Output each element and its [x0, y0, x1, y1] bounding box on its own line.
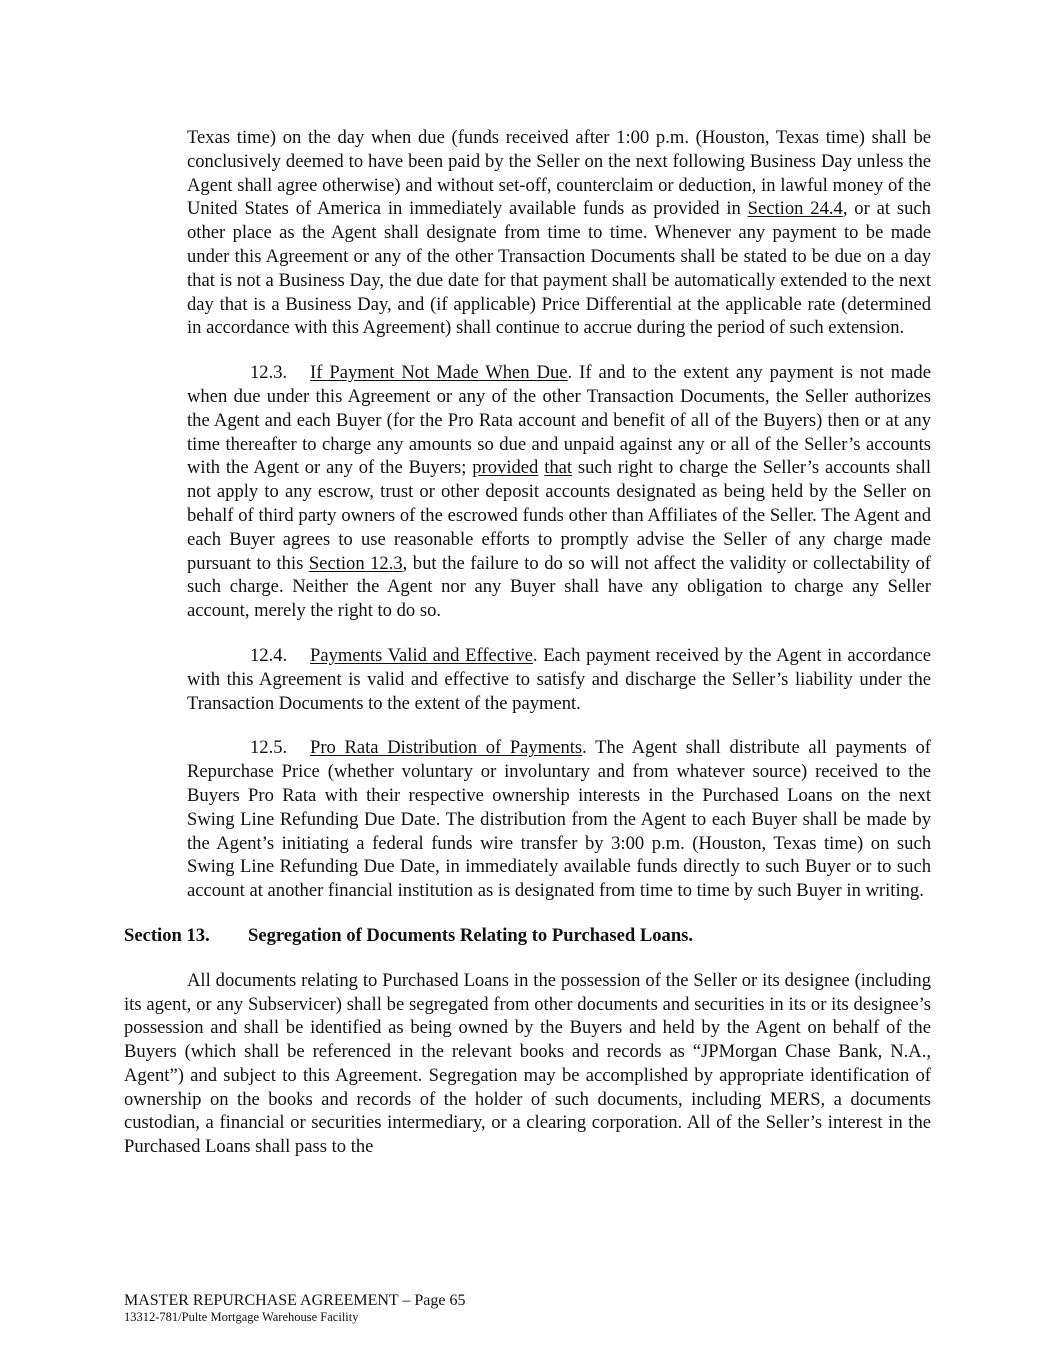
section-13-body: All documents relating to Purchased Loans in the possession of the Seller or its designee (including its agent, or any Subservicer) shall be segregated from other documents and securities in its or its designee’s possession and shall be identified as being owned by the Buyers and held by the Agent on behalf of the Buyers (which shall be referenced in the relevant books and records as “JPMorgan Chase Bank, N.A., Agent”) and subject to this Agreement. Segregation may be accomplished by appropriate identification of ownership on the books and records of the holder of such documents, including MERS, a documents custodian, a financial or securities intermediary, or a clearing corporation. All of the Seller’s interest in the Purchased Loans shall pass to the: [124, 969, 931, 1158]
paragraph-number: 12.4.: [250, 644, 288, 666]
paragraph-text: , but the failure to do so will not affect the validity or collectability of such charge. Neither the Agent nor any Buyer shall have any obligation to charge any Seller account, merely the right to do so.: [187, 552, 931, 622]
paragraph-text: , or at such other place as the Agent shall designate from time to time. Whenever any payment to be made under this Agreement or any of the other Transaction Documents shall be stated to be due on a day that is not a Business Day, the due date for that payment shall be automatically extended to the next day that is a Business Day, and (if applicable) Price Differential at the applicable rate (determined in accordance with this Agreement) shall continue to accrue during the period of such extension.: [187, 198, 931, 339]
underlined-reference: Section 24.4: [747, 198, 843, 220]
section-title: Segregation of Documents Relating to Purchased Loans.: [248, 924, 694, 946]
document-page: [124, 126, 931, 1180]
underlined-reference: Payments Valid and Effective: [310, 644, 533, 666]
page-footer: [124, 1261, 1055, 1325]
paragraph-12-3: [187, 361, 931, 623]
section-number: Section 13.: [124, 924, 210, 946]
footer-doc-id: 13312-781/Pulte Mortgage Warehouse Facility: [124, 1310, 359, 1324]
underlined-reference: Section 12.3: [308, 552, 403, 574]
section-12-paragraphs: [124, 126, 931, 903]
paragraph-12-5: [187, 736, 931, 903]
paragraph-text: Texas time) on the day when due (funds received after 1:00 p.m. (Houston, Texas time) shall be conclusively deemed to have been paid by the Seller on the next following Business Day unless the Agent shall agree otherwise) and without set-off, counterclaim or deduction, in lawful money of the United States of America in immediately available funds as provided in: [187, 127, 931, 220]
paragraph-12-4: [187, 644, 931, 715]
paragraph-text: . If and to the extent any payment is not made when due under this Agreement or any of the other Transaction Documents, the Seller authorizes the Agent and each Buyer (for the Pro Rata account and benefit of all of the Buyers) then or at any time thereafter to charge any amounts so due and unpaid against any or all of the Seller’s accounts with the Agent or any of the Buyers;: [187, 362, 931, 479]
underlined-reference: Pro Rata Distribution of Payments: [310, 737, 583, 759]
underlined-reference: provided: [472, 457, 539, 479]
paragraph-text: . The Agent shall distribute all payments of Repurchase Price (whether voluntary or involuntary and from whatever source) received to the Buyers Pro Rata with their respective ownership interests in the Purchased Loans on the next Swing Line Refunding Due Date. The distribution from the Agent to each Buyer shall be made by the Agent’s initiating a federal funds wire transfer by 3:00 p.m. (Houston, Texas time) on such Swing Line Refunding Due Date, in immediately available funds directly to such Buyer or to such account at another financial institution as is designated from time to time by such Buyer in writing.: [187, 737, 931, 902]
paragraph-number: 12.5.: [250, 737, 288, 759]
section-13-heading: [124, 924, 931, 948]
footer-title: MASTER REPURCHASE AGREEMENT – Page 65: [124, 1292, 466, 1309]
paragraph-cont: [187, 126, 931, 340]
paragraph-text: such right to charge the Seller’s accounts shall not apply to any escrow, trust or other deposit accounts designated as being held by the Seller on behalf of third party owners of the escrowed funds other than Affiliates of the Seller. The Agent and each Buyer agrees to use reasonable efforts to promptly advise the Seller of any charge made pursuant to this: [187, 457, 931, 574]
paragraph-number: 12.3.: [250, 362, 288, 384]
underlined-reference: that: [544, 457, 573, 479]
underlined-reference: If Payment Not Made When Due: [310, 362, 568, 384]
paragraph-text: . Each payment received by the Agent in accordance with this Agreement is valid and effective to satisfy and discharge the Seller’s liability under the Transaction Documents to the extent of the payment.: [187, 644, 931, 714]
